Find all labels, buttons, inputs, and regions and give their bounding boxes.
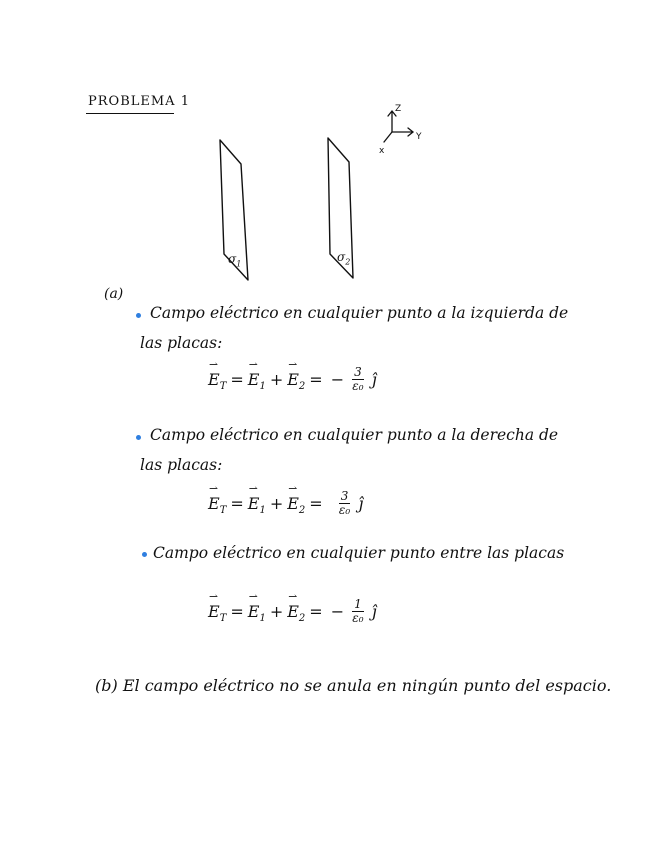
unit-vector-j: ĵ xyxy=(358,494,364,513)
item-1-line-2: las placas: xyxy=(140,334,223,352)
sigma-1-label: $\sigma_1$ xyxy=(228,252,242,269)
sign: − xyxy=(330,370,345,389)
unit-vector-j: ĵ xyxy=(371,602,377,621)
vector-e-2: ⇀ $E_2$ xyxy=(287,598,305,624)
bullet-dot xyxy=(142,552,147,557)
bullet-dot xyxy=(136,435,141,440)
item-1-line-1: Campo eléctrico en cualquier punto a la izquierda de xyxy=(150,304,569,322)
equation-left: ⇀ $E_T$ = ⇀ $E_1$ + ⇀ $E_2$ = − $\frac{3}{\text{ε₀}}$ ĵ xyxy=(208,366,377,393)
z-axis-label: Z xyxy=(395,104,402,114)
part-b-statement: (b) El campo eléctrico no se anula en ningún punto del espacio. xyxy=(95,676,612,695)
sigma-2-label: $\sigma_2$ xyxy=(337,250,351,267)
vector-e-total: ⇀ $E_T$ xyxy=(208,366,226,392)
page-title: PROBLEMA 1 xyxy=(88,94,190,109)
vector-e-total: ⇀ $E_T$ xyxy=(208,598,226,624)
sign: − xyxy=(330,602,345,621)
equation-right: ⇀ $E_T$ = ⇀ $E_1$ + ⇀ $E_2$ = $\frac{3}{\text{ε₀}}$ ĵ xyxy=(208,490,363,517)
item-2-line-2: las placas: xyxy=(140,456,223,474)
item-2-line-1: Campo eléctrico en cualquier punto a la derecha de xyxy=(150,426,559,444)
vector-e-2: ⇀ $E_2$ xyxy=(287,366,305,392)
y-axis-label: Y xyxy=(416,132,422,142)
fraction: $\frac{3}{\text{ε₀}}$ xyxy=(338,489,351,517)
bullet-dot xyxy=(136,313,141,318)
equation-between: ⇀ $E_T$ = ⇀ $E_1$ + ⇀ $E_2$ = − $\frac{1}{\text{ε₀}}$ ĵ xyxy=(208,598,377,625)
item-3-line-1: Campo eléctrico en cualquier punto entre las placas xyxy=(153,544,565,562)
x-axis-label: x xyxy=(379,146,385,156)
fraction: $\frac{1}{\text{ε₀}}$ xyxy=(352,597,364,625)
part-a-label: (a) xyxy=(104,286,124,302)
vector-e-1: ⇀ $E_1$ xyxy=(248,490,266,516)
title-underline xyxy=(86,113,174,114)
x-axis-line xyxy=(384,132,392,142)
fraction: $\frac{3}{\text{ε₀}}$ xyxy=(352,365,364,393)
unit-vector-j: ĵ xyxy=(371,370,377,389)
vector-e-1: ⇀ $E_1$ xyxy=(248,366,266,392)
vector-e-total: ⇀ $E_T$ xyxy=(208,490,226,516)
vector-e-1: ⇀ $E_1$ xyxy=(248,598,266,624)
vector-e-2: ⇀ $E_2$ xyxy=(287,490,305,516)
